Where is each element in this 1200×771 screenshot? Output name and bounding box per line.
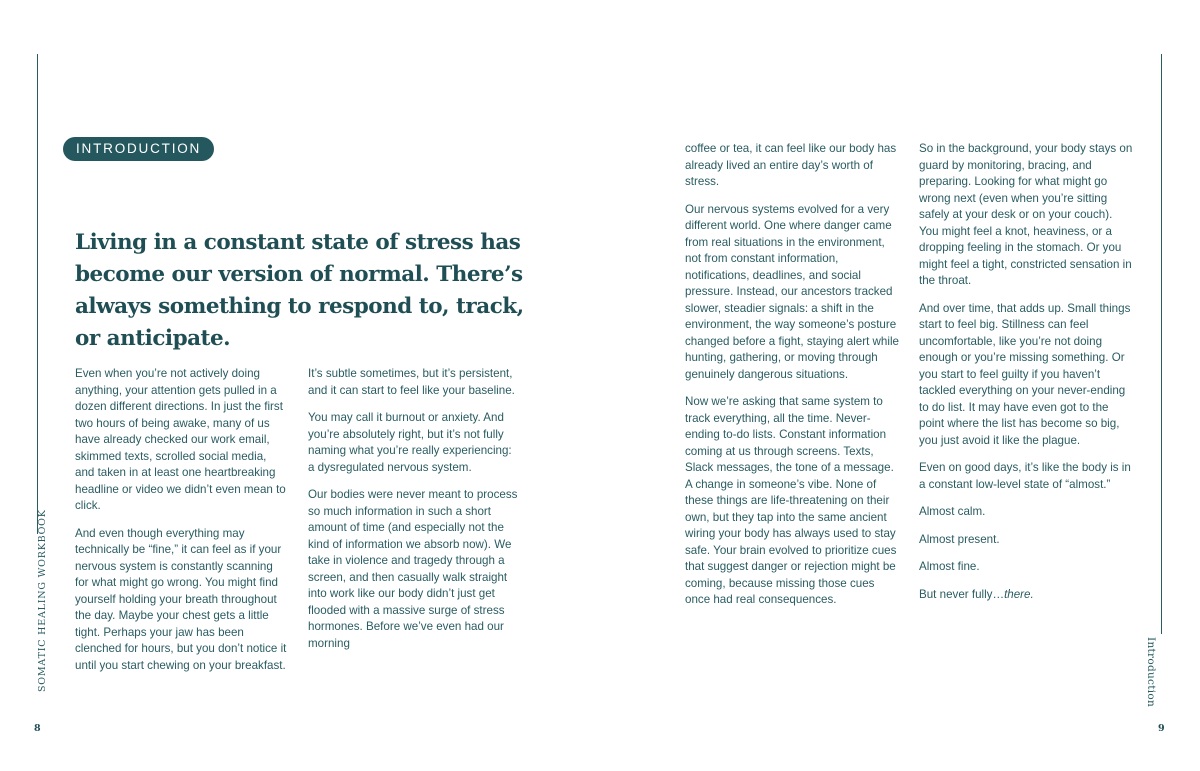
right-page [600, 0, 1200, 771]
paragraph: Even on good days, it’s like the body is in a constant low-level state of “almost.” [919, 461, 1131, 491]
paragraph: And over time, that adds up. Small things start to feel big. Stillness can feel uncomfortable, like you’re not doing enough or you’re missing something. Or you start to feel guilty if you haven’t tackled everything on your never-ending to do list. It may have even got to the point where the list has become so big, you just avoid it like the plague. [919, 301, 1131, 447]
paragraph: Almost present. [919, 532, 1000, 546]
paragraph: Our bodies were never meant to process so much information in such a short amount of time (and especially not the kind of information we absorb now). We take in violence and tragedy through a screen, and then casually walk straight into work like our body didn’t just get flooded with a massive surge of stress hormones. Before we’ve even had our morning [308, 488, 518, 650]
paragraph: Our nervous systems evolved for a very different world. One where danger came from real situations in the environment, not from constant information, notifications, deadlines, and social pressure. Instead, our ancestors tracked slower, steadier signals: a shift in the environment, the way someone’s posture changed before a fight, staying alert while hunting, gathering, or moving through genuinely dangerous situations. [685, 202, 899, 381]
paragraph: Almost fine. [919, 560, 980, 573]
left-margin-rule [37, 54, 38, 534]
body-column-3 [685, 141, 900, 620]
paragraph: It’s subtle sometimes, but it’s persistent, and it can start to feel like your baseline. [308, 367, 515, 397]
paragraph: Even when you’re not actively doing anything, your attention gets pulled in a dozen different directions. In just the first two hours of being awake, many of us have already checked our work email, skimmed texts, scrolled social media, and taken in at least one heartbreaking headline or video we didn’t even mean to click. [75, 367, 286, 512]
right-margin-rule [1161, 54, 1162, 634]
closing-line [919, 587, 1134, 604]
headline: Living in a constant state of stress has become our version of normal. There’s always something to respond to, track, or anticipate. [75, 230, 524, 351]
paragraph: And even though everything may technically be “fine,” it can feel as if your nervous system is constantly scanning for what might go wrong. You might find yourself holding your breath throughout the day. Maybe your chest gets a little tight. Perhaps your jaw has been clenched for hours, but you don’t notice it until you start chewing on your breakfast. [75, 526, 287, 672]
closing-emphasis: there. [1004, 587, 1034, 601]
body-column-1 [75, 366, 287, 685]
body-column-2 [308, 366, 520, 663]
section-tag: INTRODUCTION [63, 137, 214, 161]
paragraph: You may call it burnout or anxiety. And you’re absolutely right, but it’s not fully naming what you’re really experiencing: a dysregulated nervous system. [308, 411, 512, 474]
paragraph: So in the background, your body stays on guard by monitoring, bracing, and preparing. Looking for what might go wrong next (even when you’re sitting safely at your desk or on your couch). You might feel a knot, heaviness, or a dropping feeling in the stomach. Or you might feel a tight, constricted sensation in the throat. [919, 142, 1133, 287]
closing-prefix: But never fully… [919, 587, 1005, 601]
paragraph: Now we’re asking that same system to track everything, all the time. Never-ending to-do lists. Constant information coming at us through screens. Texts, Slack messages, the tone of a message. A change in someone’s vibe. None of these things are life-threatening on their own, but they tap into the same ancient wiring your body has always used to stay safe. Your brain evolved to prioritize cues that suggest danger or rejection might be coming, because missing those cues once had real consequences. [685, 395, 897, 606]
chapter-running-head: Introduction [1145, 637, 1157, 708]
paragraph: Almost calm. [919, 505, 986, 518]
page-number-right: 9 [1158, 723, 1165, 734]
body-column-4 [919, 141, 1134, 614]
book-title-running-head: SOMATIC HEALING WORKBOOK [37, 509, 48, 692]
page-number-left: 8 [34, 723, 41, 734]
paragraph: coffee or tea, it can feel like our body has already lived an entire day’s worth of stress. [685, 142, 897, 188]
